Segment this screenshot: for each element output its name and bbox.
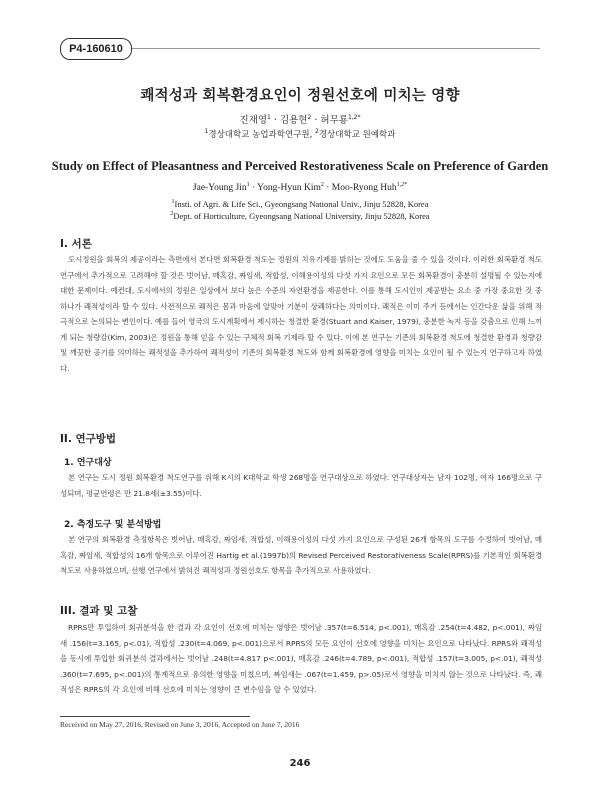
author-superscript: 1,2* — [347, 114, 361, 121]
affiliation-line — [0, 210, 600, 222]
affiliation-superscript: 2 — [170, 211, 174, 217]
affiliation-superscript: 1 — [171, 199, 175, 205]
paper-code-badge: P4-160610 — [60, 38, 132, 60]
affiliation-line — [0, 198, 600, 210]
author-separator: · — [251, 183, 256, 193]
section-heading-results: III. 결과 및 고찰 — [60, 605, 138, 617]
affiliation-superscript: 1 — [204, 128, 209, 135]
affiliation-korean — [0, 128, 600, 140]
author-superscript: 2 — [320, 182, 324, 188]
instruments-text: 본 연구의 회복환경 측정항목은 벗어남, 매혹감, 짜임새, 적합성, 이해용이성의 다섯 가지 요인으로 구성된 26개 항목의 도구를 수정하여 벗어남, 매혹감, 짜임새, 적합성의 16개 항목으로 이루어진 Hartig et al.(1997b)의 Revised Perceived Restorativeness Scale(RPRS)를 기본적인 회복환경 척도로 사용하였으며, 선행 연구에서 밝혀진 쾌적성과 정원선호도 항목을 추가적으로 사용하였다. — [60, 535, 542, 575]
header-rule — [60, 48, 540, 49]
author-name: 김용현 — [279, 115, 308, 126]
title-korean: 쾌적성과 회복환경요인이 정원선호에 미치는 영향 — [140, 88, 460, 104]
results-paragraph — [60, 620, 542, 698]
results-text: RPRS만 투입하여 회귀분석을 한 결과 각 요인이 선호에 미치는 영향은 벗어남 .357(t=6.514, p<.001), 매혹감 .254(t=4.482, p<.001), 짜임새 .156(t=3.165, p<.01), 적합성 .230(t=4.069, p<.001)으로서 RPRS의 모든 요인이 선호에 영향을 미치는 요인으로 나타났다. RPRS와 쾌적성을 동시에 투입한 회귀분석 결과에서는 벗어남 .248(t=4.817 p<.001), 매혹감 .246(t=4.789, p<.001), 적합성 .157(t=3.005, p<.01), 쾌적성 .360(t=7.695, p<.001)의 통계적으로 유의한 영향을 미쳤으며, 짜임새는 .067(t=1.459, p>.05)로서 영향을 미치지 않는 것으로 나타났다. 즉, 쾌적성은 RPRS의 각 요인에 비해 선호에 미치는 영향이 큰 변수임을 알 수 있었다. — [60, 623, 542, 694]
author-superscript: 1 — [267, 114, 271, 121]
author-superscript: 2 — [307, 114, 312, 121]
instruments-paragraph — [60, 532, 542, 579]
subjects-paragraph — [60, 470, 542, 501]
author-name: Yong-Hyun Kim — [257, 183, 321, 193]
author-name: Moo-Ryong Huh — [331, 183, 397, 193]
footnote-rule — [60, 716, 250, 717]
subsection-heading-subjects: 1. 연구대상 — [64, 458, 112, 468]
author-name: 허무룡 — [320, 115, 348, 126]
section-heading-methods: II. 연구방법 — [60, 433, 117, 445]
section-heading-intro: I. 서론 — [60, 238, 92, 250]
intro-paragraph — [60, 252, 542, 376]
author-name: Jae-Young Jin — [192, 183, 247, 193]
author-separator: · — [326, 183, 330, 193]
author-separator: · — [273, 115, 277, 126]
authors-korean — [0, 112, 600, 126]
intro-text: 도시정원을 회복의 제공이라는 측면에서 본다면 회복환경 척도는 정원의 치유기제를 밝히는 것에도 도움을 줄 수 있을 것이다. 이러한 회복환경 척도 연구에서 추가적으로 고려해야 할 것은 벗어남, 매혹감, 짜임새, 적합성, 이해용이성의 다섯 가지 요인으로 모든 회복환경이 충분히 설명될 수 있는지에 대한 문제이다. 예컨대, 도시에서의 정원은 일상에서 보다 높은 수준의 자연환경을 제공한다. 이를 통해 도시인이 제공받는 요소 중 가장 중요한 것 중 하나가 쾌적성이라 할 수 있다. 사전적으로 쾌적은 몸과 마음에 알맞아 기분이 상쾌하다는 의미이다. 쾌적은 이미 주거 등에서는 인간다운 삶을 위해 적극적으로 논의되는 변인이다. 예를 들어 영국의 도시계획에서 제시하는 청결한 환경(Stuart and Kaiser, 1979), 충분한 녹지 등을 갖춤으로 인해 느끼게 되는 청량감(Kim, 2003)은 정원을 통해 얻을 수 있는 구체적 회복 기제라 할 수 있다. 이에 본 연구는 기존의 회복환경 척도에 청결한 환경과 청량감 및 깨끗한 공기를 의미하는 쾌적성을 추가하여 쾌적성이 기존의 회복환경 척도와 함께 회복환경에 영향을 미치는 요인이 될 수 있는지 연구하고자 하였다. — [60, 255, 542, 373]
subjects-text: 본 연구는 도시 정원 회복환경 척도연구를 위해 K시의 K대학교 학생 268명을 연구대상으로 하였다. 연구대상자는 남자 102명, 여자 166명으로 구성되며, 평균연령은 만 21.8세(±3.55)이다. — [60, 473, 542, 498]
affiliation-superscript: 2 — [315, 128, 319, 135]
affiliation-text: 경상대학교 원예학과 — [318, 130, 396, 140]
affiliation-text: Insti. of Agri. & Life Sci., Gyeongsang National Univ., Jinju 52828, Korea — [174, 199, 429, 209]
author-separator: · — [314, 115, 318, 126]
authors-english — [0, 183, 600, 193]
affiliation-english — [0, 198, 600, 222]
title-english: Study on Effect of Pleasantness and Perceived Restorativeness Scale on Preference of Garden — [51, 159, 549, 173]
page-number: 246 — [289, 758, 311, 769]
author-name: 진재영 — [239, 115, 268, 126]
received-footnote: Received on May 27, 2016, Revised on June 3, 2016, Accepted on June 7, 2016 — [60, 720, 300, 729]
author-superscript: 1,2* — [396, 182, 408, 188]
affiliation-text: 경상대학교 농업과학연구원, — [208, 130, 313, 140]
subsection-heading-instruments: 2. 측정도구 및 분석방법 — [64, 520, 162, 530]
author-superscript: 1 — [246, 182, 250, 188]
affiliation-text: Dept. of Horticulture, Gyeongsang National University, Jinju 52828, Korea — [173, 211, 430, 221]
